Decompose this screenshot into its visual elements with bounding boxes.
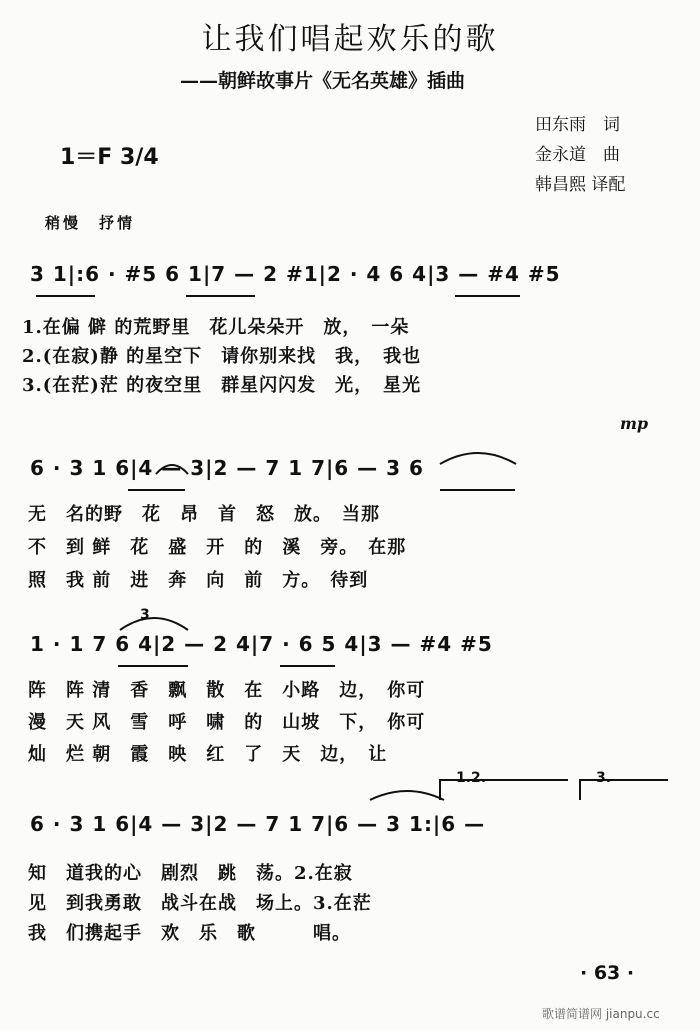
dynamic-marking: mp (620, 414, 649, 433)
song-subtitle: ——朝鲜故事片《无名英雄》插曲 (180, 70, 466, 92)
volta-bracket-2 (580, 780, 668, 800)
ending-3-label: 3. (596, 770, 612, 786)
translator-credit: 韩昌熙 译配 (535, 175, 626, 195)
watermark: 歌谱简谱网 jianpu.cc (542, 1007, 660, 1021)
lyric-line-3-2: 漫 天 风 雪 呼 啸 的 山坡 下， 你可 (28, 712, 426, 733)
page-number: · 63 · (580, 962, 635, 984)
tie-3 (120, 618, 188, 630)
song-title: 让我们唱起欢乐的歌 (201, 22, 499, 57)
composer-credit: 金永道 曲 (535, 145, 620, 165)
tie-4 (370, 791, 444, 800)
notation-line-3: 1 · 1 7 6 4|2 — 2 4|7 · 6 5 4|3 — #4 #5 (30, 632, 493, 656)
notation-line-1: 3 1|:6 · #5 6 1|7 — 2 #1|2 · 4 6 4|3 — #4 #5 (30, 262, 561, 286)
notation-line-2: 6 · 3 1 6|4 — 3|2 — 7 1 7|6 — 3 6 (30, 456, 424, 480)
lyric-line-2-2: 不 到 鲜 花 盛 开 的 溪 旁。 在那 (28, 537, 407, 558)
volta-bracket-1 (440, 780, 568, 800)
lyric-line-2-1: 无 名的野 花 昂 首 怒 放。 当那 (28, 504, 380, 525)
lyricist-credit: 田东雨 词 (535, 115, 620, 135)
ending-1-2-label: 1.2. (456, 770, 487, 786)
lyric-line-4-3: 我 们携起手 欢 乐 歌 唱。 (28, 923, 351, 944)
lyric-line-1-3: 3.(在茫)茫 的夜空里 群星闪闪发 光， 星光 (22, 375, 422, 396)
lyric-line-1-1: 1.在偏 僻 的荒野里 花儿朵朵开 放， 一朵 (22, 317, 410, 338)
notation-line-4: 6 · 3 1 6|4 — 3|2 — 7 1 7|6 — 3 1:|6 — (30, 812, 486, 836)
lyric-line-3-1: 阵 阵 清 香 飘 散 在 小路 边， 你可 (28, 680, 426, 701)
lyric-line-3-3: 灿 烂 朝 霞 映 红 了 天 边， 让 (28, 744, 388, 765)
tie-1 (156, 465, 188, 474)
lyric-line-4-2: 见 到我勇敢 战斗在战 场上。3.在茫 (28, 893, 372, 914)
lyric-line-1-2: 2.(在寂)静 的星空下 请你别来找 我， 我也 (22, 346, 422, 367)
key-signature: 1＝F 3/4 (60, 145, 159, 170)
tempo-marking: 稍慢 抒情 (45, 214, 136, 232)
lyric-line-2-3: 照 我 前 进 奔 向 前 方。 待到 (28, 570, 369, 591)
tuplet-mark: 3 (140, 607, 150, 623)
lyric-line-4-1: 知 道我的心 剧烈 跳 荡。2.在寂 (28, 863, 353, 884)
tie-2 (440, 453, 516, 464)
